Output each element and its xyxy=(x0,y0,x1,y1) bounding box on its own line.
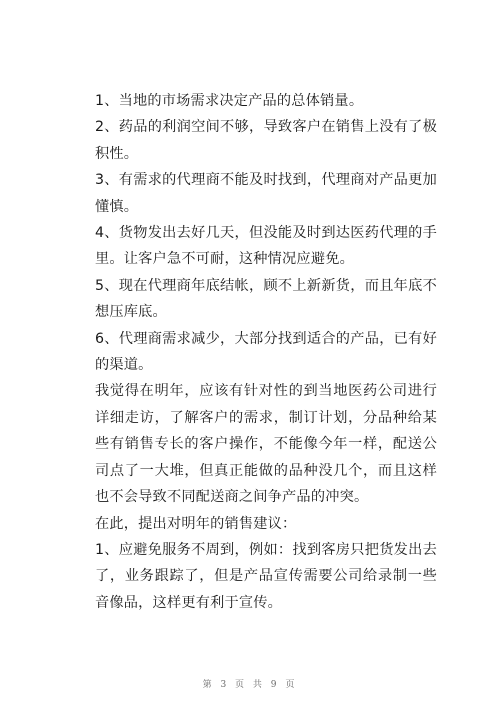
document-body xyxy=(95,88,437,616)
paragraph-8: 在此，提出对明年的销售建议： xyxy=(95,515,297,532)
paragraph-4: 4、货物发出去好几天，但没能及时到达医药代理的手里。让客户急不可耐，这种情况应避免。 xyxy=(95,225,437,268)
paragraph-1: 1、当地的市场需求决定产品的总体销量。 xyxy=(95,93,364,109)
paragraph-2: 2、药品的利润空间不够，导致客户在销售上没有了极积性。 xyxy=(95,119,437,162)
paragraph-7: 我觉得在明年，应该有针对性的到当地医药公司进行详细走访，了解客户的需求，制订计划，分品种给某些有销售专长的客户操作，不能像今年一样，配送公司点了一大堆，但真正能做的品种没几个，而且这样也不会导致不同配送商之间争产品的冲突。 xyxy=(95,383,437,506)
paragraph-3: 3、有需求的代理商不能及时找到，代理商对产品更加懂慎。 xyxy=(95,172,437,215)
paragraph-6: 6、代理商需求减少，大部分找到适合的产品，已有好的渠道。 xyxy=(95,330,437,374)
page-number-footer: 第 3 页 共 9 页 xyxy=(202,680,298,690)
paragraph-5: 5、现在代理商年底结帐，顾不上新新货，而且年底不想压库底。 xyxy=(95,277,437,321)
paragraph-9: 1、应避免服务不周到，例如：找到客房只把货发出去了，业务跟踪了，但是产品宣传需要公司给录制一些音像品，这样更有利于宣传。 xyxy=(95,541,437,611)
